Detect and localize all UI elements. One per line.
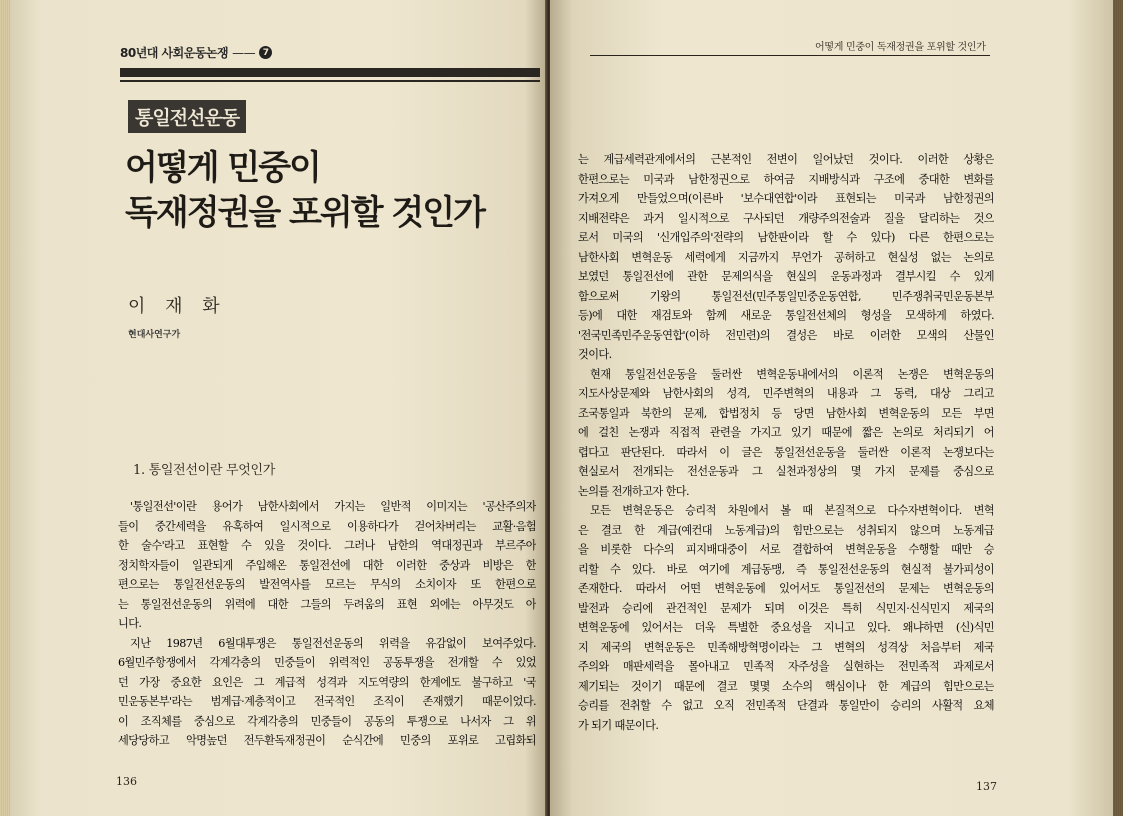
text-line: 는 통일전선운동의 위력에 대한 그들의 두려움의 표현 외에는 아무것도 아	[118, 597, 536, 611]
text-line: 로서 미국의 '신개입주의'전략의 남한판이라 할 수 있다) 다른 한편으로는	[578, 231, 994, 244]
author-name: 이 재 화	[128, 296, 227, 317]
text-line: 지 제국의 변혁운동은 민족해방혁명이라는 그 변혁의 성격상 처음부터 제국	[578, 640, 994, 654]
author-affiliation: 현대사연구가	[128, 330, 181, 340]
text-line: 것이다.	[578, 348, 612, 361]
text-line: '통일전선'이란 용어가 남한사회에서 가지는 일반적 이미지는 '공산주의자	[130, 500, 536, 513]
text-line: '전국민족민주운동연합'(이하 전민련)의 결성은 바로 이러한 모색의 산물인	[578, 328, 994, 342]
running-head-text: 80년대 사회운동논쟁	[120, 46, 229, 60]
text-line: 렵다고 판단된다. 따라서 이 글은 통일전선운동을 둘러싼 이론적 논쟁보다는	[578, 445, 994, 459]
paragraph	[578, 501, 994, 735]
text-line: 가 되기 때문이다.	[578, 718, 659, 732]
title-line-1: 어떻게 민중이	[125, 148, 320, 188]
text-line: 남한사회 변혁운동 세력에게 지금까지 무언가 공허하고 현실성 없는 논의로	[578, 250, 994, 264]
text-line: 존재한다. 따라서 어떤 변혁운동에 있어서도 통일전선의 문제는 변혁운동의	[578, 582, 994, 595]
header-rule-thin	[120, 80, 540, 82]
text-line: 정치학자들이 일관되게 주입해온 통일전선에 대한 이러한 중상과 비방은 한	[118, 558, 536, 572]
text-line: 조국통일과 북한의 문제, 합법정치 등 당면 남한사회 변혁운동의 모든 부면	[578, 406, 994, 420]
text-line: 리할 수 있다. 바로 여기에 계급동맹, 즉 통일전선운동의 현실적 불가피성이	[578, 562, 994, 576]
running-head-left	[120, 44, 272, 61]
page-edges-right	[1113, 0, 1123, 816]
text-line: 지난 1987년 6월대투쟁은 통일전선운동의 위력을 유감없이 보여주었다.	[130, 636, 536, 650]
text-line: 변혁운동에 있어서는 더욱 특별한 중요성을 지니고 있다. 왜냐하면 (신)식민	[578, 621, 994, 634]
text-line: 모든 변혁운동은 승리적 차원에서 볼 때 본질적으로 다수자변혁이다. 변혁	[590, 504, 994, 517]
paragraph	[118, 497, 536, 634]
page-number-left: 136	[116, 775, 137, 788]
text-line: 논의를 전개하고자 한다.	[578, 484, 689, 498]
text-line: 민운동본부'라는 범계급·계층적이고 전국적인 조직이 존재했기 때문이었다.	[118, 695, 536, 708]
chapter-number-badge: 7	[259, 46, 272, 59]
text-line: 들이 중간세력을 유혹하여 일시적으로 이용하다가 걷어차버리는 교활·음험	[118, 519, 536, 533]
running-head-right: 어떻게 민중이 독재정권을 포위할 것인가	[815, 42, 986, 53]
text-line: 에 걸친 논쟁과 직접적 관련을 가지고 있기 때문에 짧은 논의로 처리되기 어	[578, 426, 994, 439]
text-line: 던 가장 중요한 요인은 그 계급적 성격과 지도역량의 한계에도 불구하고 '국	[118, 675, 536, 689]
text-line: 승리를 전취할 수 없고 오직 전민족적 단결과 통일만이 승리의 사활적 요체	[578, 699, 994, 712]
section-heading: 1. 통일전선이란 무엇인가	[133, 463, 276, 478]
text-line: 가져오게 만들었으며(이른바 '보수대연합'이라 표현되는 미국과 남한정권의	[578, 192, 994, 205]
text-line: 발전과 승리에 관건적인 문제가 되며 이것은 특히 식민지·신식민지 제국의	[578, 601, 994, 615]
paragraph	[578, 150, 994, 365]
right-body-text	[578, 150, 994, 735]
text-line: 보였던 통일전선에 관한 문제의식을 현실의 운동과정과 결부시킬 수 있게	[578, 270, 994, 283]
header-rule-right	[590, 55, 990, 56]
text-line: 한편으로는 미국과 남한정권으로 하여금 지배방식과 구조에 중대한 변화를	[578, 172, 994, 186]
title-line-2: 독재정권을 포위할 것인가	[125, 193, 484, 233]
text-line: 이 조직체를 중심으로 각계각층의 민중들이 공동의 투쟁으로 나서자 그 위	[118, 714, 536, 728]
page-number-right: 137	[976, 780, 997, 793]
text-line: 은 결코 한 계급(예컨대 노동계급)의 힘만으로는 성취되지 않으며 노동계급	[578, 523, 994, 537]
text-line: 제기되는 것이기 때문에 결코 몇몇 소수의 핵심이나 한 계급의 힘만으로는	[578, 679, 994, 693]
text-line: 함으로써 기왕의 통일전선(민주통일민중운동연합, 민주쟁취국민운동본부	[578, 289, 994, 303]
text-line: 현실로서 전개되는 전선운동과 그 실천과정상의 몇 가지 문제를 중심으로	[578, 465, 994, 478]
text-line: 세당당하고 악명높던 전두환독재정권이 순식간에 민중의 포위로 고립화되	[118, 734, 536, 747]
text-line: 는 계급세력관계에서의 근본적인 전변이 일어났던 것이다. 이러한 상황은	[578, 153, 994, 166]
running-head-dash: ——	[232, 45, 256, 60]
text-line: 등)에 대한 재검토와 함께 새로운 통일전선체의 형성을 모색하게 하였다.	[578, 309, 994, 322]
text-line: 현재 통일전선운동을 둘러싼 변혁운동내에서의 이론적 논쟁은 변혁운동의	[590, 367, 994, 381]
text-line: 편으로는 통일전선운동의 발전역사를 모르는 무식의 소치이자 또 한편으로	[118, 578, 536, 591]
text-line: 지배전략은 과거 일시적으로 구사되던 개량주의전술과 질을 달리하는 것으	[578, 211, 994, 225]
section-tag: 통일전선운동	[128, 100, 246, 133]
text-line: 지도사상문제와 남한사회의 성격, 민주변혁의 내용과 그 동력, 대상 그리고	[578, 387, 994, 400]
text-line: 을 비롯한 다수의 피지배대중이 서로 결합하여 변혁운동을 수행할 때만 승	[578, 543, 994, 556]
article-title	[125, 146, 525, 236]
left-body-text	[118, 497, 536, 751]
text-line: 한 술수'라고 표현할 수 있을 것이다. 그러나 남한의 역대정권과 부르주아	[118, 539, 536, 552]
text-line: 6월민주항쟁에서 각계각층의 민중들이 위력적인 공동투쟁을 전개할 수 있었	[118, 656, 536, 669]
paragraph	[578, 365, 994, 502]
header-rule-thick	[120, 68, 540, 77]
text-line: 니다.	[118, 617, 142, 630]
text-line: 주의와 매판세력을 몰아내고 민족적 자주성을 실현하는 전민족적 과제로서	[578, 660, 994, 673]
paragraph	[118, 634, 536, 751]
